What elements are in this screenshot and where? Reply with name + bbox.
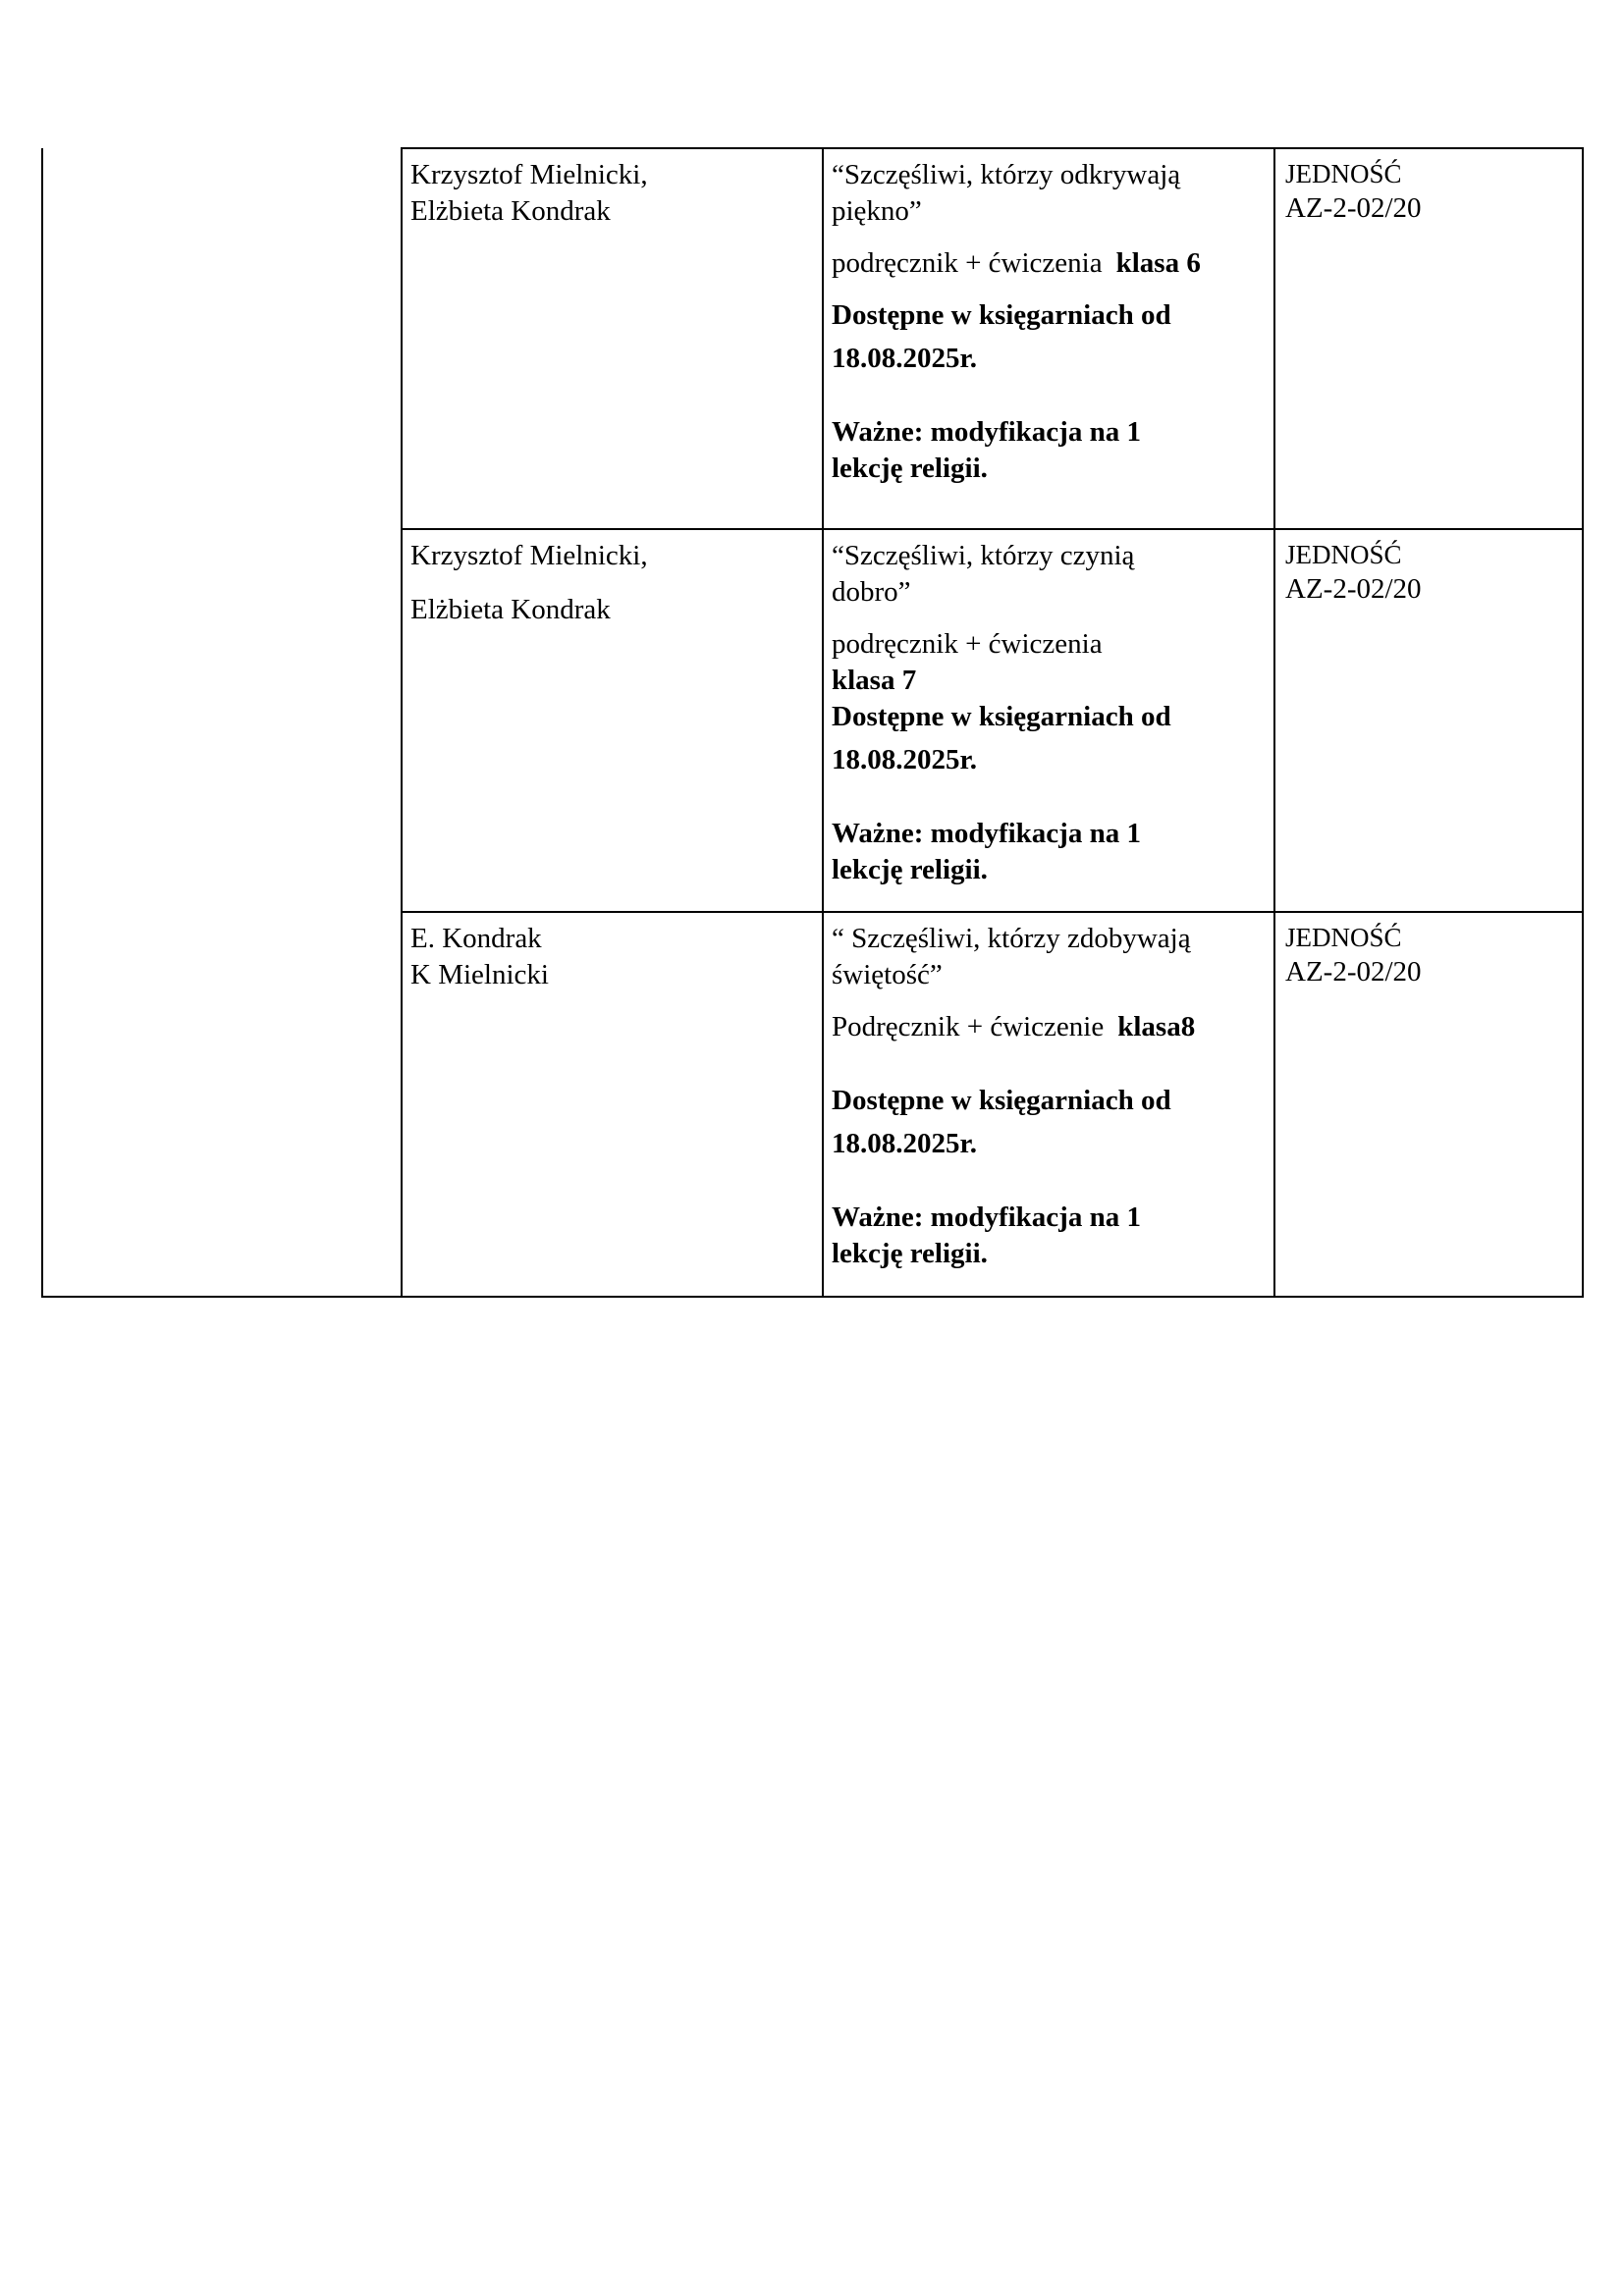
title-cell: [823, 148, 1274, 529]
materials-text: Podręcznik + ćwiczenie: [832, 1011, 1105, 1042]
title-line: piękno”: [832, 195, 922, 227]
publisher-cell: [1274, 912, 1583, 1297]
note-line: lekcję religii.: [832, 1238, 988, 1269]
materials-line: [832, 1009, 1266, 1045]
publisher-name: JEDNOŚĆ: [1285, 923, 1402, 952]
note-line: lekcję religii.: [832, 854, 988, 885]
title-line: “ Szczęśliwi, którzy zdobywają: [832, 923, 1191, 954]
availability-date: 18.08.2025r.: [832, 1128, 977, 1159]
publisher-cell: [1274, 529, 1583, 912]
title-cell: [823, 529, 1274, 912]
materials-text: podręcznik + ćwiczenia: [832, 247, 1103, 279]
textbook-table: [41, 147, 1584, 1298]
empty-left-column: [42, 148, 402, 1297]
approval-number: AZ-2-02/20: [1285, 192, 1422, 224]
availability-line: Dostępne w księgarniach od: [832, 299, 1171, 331]
note-line: Ważne: modyfikacja na 1: [832, 818, 1141, 849]
author-line: E. Kondrak: [410, 923, 542, 954]
materials-line: [832, 245, 1266, 282]
availability-date: 18.08.2025r.: [832, 744, 977, 775]
availability-date: 18.08.2025r.: [832, 343, 977, 374]
author-line: Elżbieta Kondrak: [410, 594, 611, 625]
author-cell: [402, 529, 823, 912]
title-line: “Szczęśliwi, którzy czynią: [832, 540, 1135, 571]
availability-line: Dostępne w księgarniach od: [832, 1085, 1171, 1116]
grade-label: klasa 6: [1115, 247, 1201, 279]
publisher-name: JEDNOŚĆ: [1285, 540, 1402, 569]
approval-number: AZ-2-02/20: [1285, 956, 1422, 988]
title-line: “Szczęśliwi, którzy odkrywają: [832, 159, 1181, 190]
grade-label: klasa8: [1117, 1011, 1196, 1042]
grade-label: klasa 7: [832, 665, 917, 696]
availability-line: Dostępne w księgarniach od: [832, 701, 1171, 732]
title-cell: [823, 912, 1274, 1297]
approval-number: AZ-2-02/20: [1285, 573, 1422, 605]
note-line: Ważne: modyfikacja na 1: [832, 1201, 1141, 1233]
author-cell: [402, 148, 823, 529]
table-row: [42, 148, 1583, 529]
author-line: Elżbieta Kondrak: [410, 195, 611, 227]
author-line: K Mielnicki: [410, 959, 549, 990]
note-line: Ważne: modyfikacja na 1: [832, 416, 1141, 448]
note-line: lekcję religii.: [832, 453, 988, 484]
publisher-cell: [1274, 148, 1583, 529]
materials-text: podręcznik + ćwiczenia: [832, 628, 1103, 660]
title-line: dobro”: [832, 576, 911, 608]
author-cell: [402, 912, 823, 1297]
author-line: Krzysztof Mielnicki,: [410, 540, 648, 571]
publisher-name: JEDNOŚĆ: [1285, 159, 1402, 188]
author-line: Krzysztof Mielnicki,: [410, 159, 648, 190]
title-line: świętość”: [832, 959, 943, 990]
